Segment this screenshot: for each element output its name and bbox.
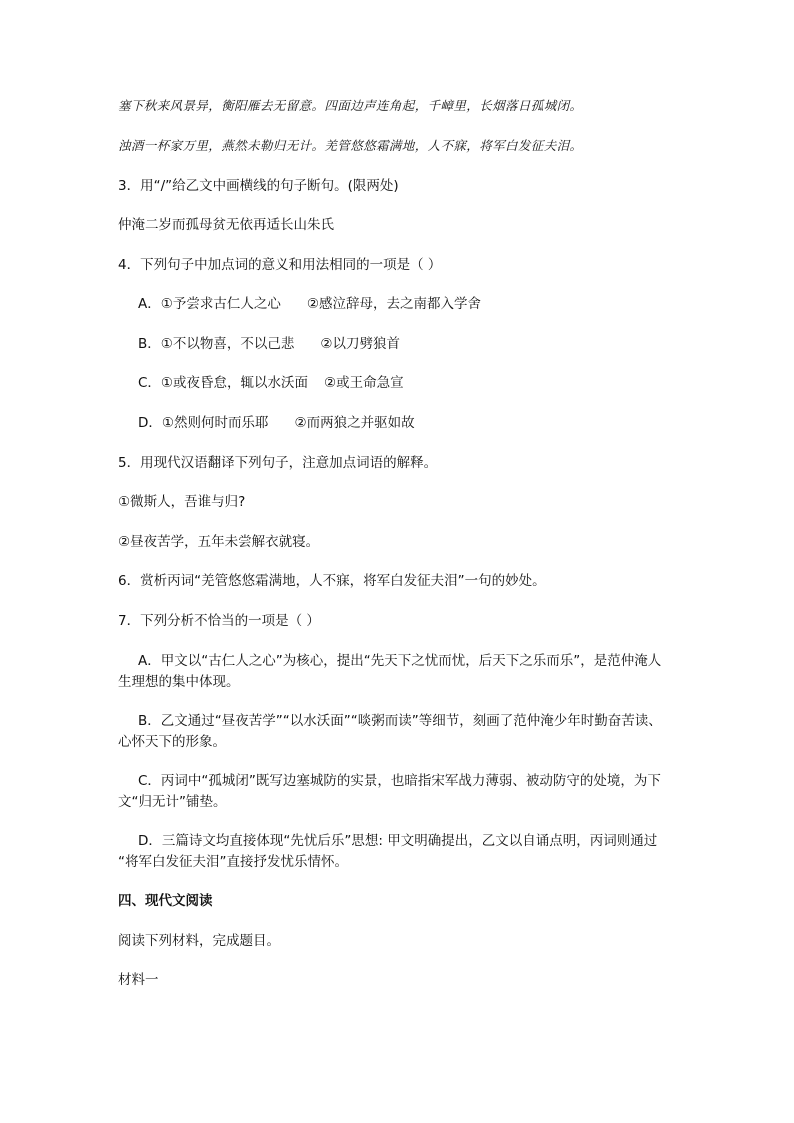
question-4-option-d: [138, 413, 415, 433]
question-3-prompt: 3．用“/”给乙文中画横线的句子断句。(限两处): [118, 178, 399, 194]
question-7-option-a-line-1: A．甲文以“古仁人之心”为核心，提出“先天下之忧而忧，后天下之乐而乐”，是范仲淹人: [138, 653, 662, 669]
option-a-part-2: ②感泣辞母，去之南都入学舍: [306, 296, 481, 312]
option-c-part-1: C．①或夜昏怠，辄以水沃面: [138, 375, 309, 391]
option-d-part-1: D．①然则何时而乐耶: [138, 415, 269, 431]
question-3-sentence: 仲淹二岁而孤母贫无依再适长山朱氏: [118, 217, 334, 233]
option-b-part-2: ②以刀劈狼首: [320, 336, 400, 352]
question-7-option-a-line-2: 生理想的集中体现。: [118, 674, 240, 690]
question-5-sentence-2: ②昼夜苦学，五年未尝解衣就寝。: [118, 534, 320, 550]
question-4-option-a: [138, 294, 481, 314]
poem-line-1: 塞下秋来风景异，衡阳雁去无留意。四面边声连角起，千嶂里，长烟落日孤城闭。: [118, 98, 583, 113]
question-5-sentence-1: ①微斯人，吾谁与归?: [118, 494, 246, 510]
option-a-part-1: A．①予尝求古仁人之心: [138, 296, 281, 312]
poem-line-2: 浊酒一杯家万里，燕然未勒归无计。羌管悠悠霜满地，人不寐，将军白发征夫泪。: [118, 138, 583, 153]
question-5-prompt: 5．用现代汉语翻译下列句子，注意加点词语的解释。: [118, 455, 438, 471]
question-4-option-b: [138, 334, 400, 354]
option-c-part-2: ②或王命急宣: [324, 375, 404, 391]
question-7-prompt: 7．下列分析不恰当的一项是（ ）: [118, 613, 320, 629]
material-1-label: 材料一: [118, 972, 159, 988]
question-7-option-d-line-2: “将军白发征夫泪”直接抒发忧乐情怀。: [118, 854, 348, 870]
question-7-option-c-line-1: C．丙词中“孤城闭”既写边塞城防的实景，也暗指宋军战力薄弱、被动防守的处境，为下: [138, 773, 661, 789]
question-7-option-b-line-1: B．乙文通过“昼夜苦学”“以水沃面”“啖粥而读”等细节，刻画了范仲淹少年时勤奋苦读、: [138, 713, 662, 729]
question-4-option-c: [138, 373, 404, 393]
question-6-prompt: 6．赏析丙词“羌管悠悠霜满地，人不寐，将军白发征夫泪”一句的妙处。: [118, 573, 546, 589]
question-7-option-d-line-1: D．三篇诗文均直接体现“先忧后乐”思想: 甲文明确提出，乙文以自诵点明，丙词则通过: [138, 833, 658, 849]
section-4-instruction: 阅读下列材料，完成题目。: [118, 933, 280, 949]
question-7-option-b-line-2: 心怀天下的形象。: [118, 734, 226, 750]
option-d-part-2: ②而两狼之并驱如故: [294, 415, 415, 431]
section-4-heading: 四、现代文阅读: [118, 893, 213, 909]
option-b-part-1: B．①不以物喜，不以己悲: [138, 336, 295, 352]
question-7-option-c-line-2: 文“归无计”铺垫。: [118, 794, 227, 810]
question-4-prompt: 4．下列句子中加点词的意义和用法相同的一项是（ ）: [118, 257, 442, 273]
